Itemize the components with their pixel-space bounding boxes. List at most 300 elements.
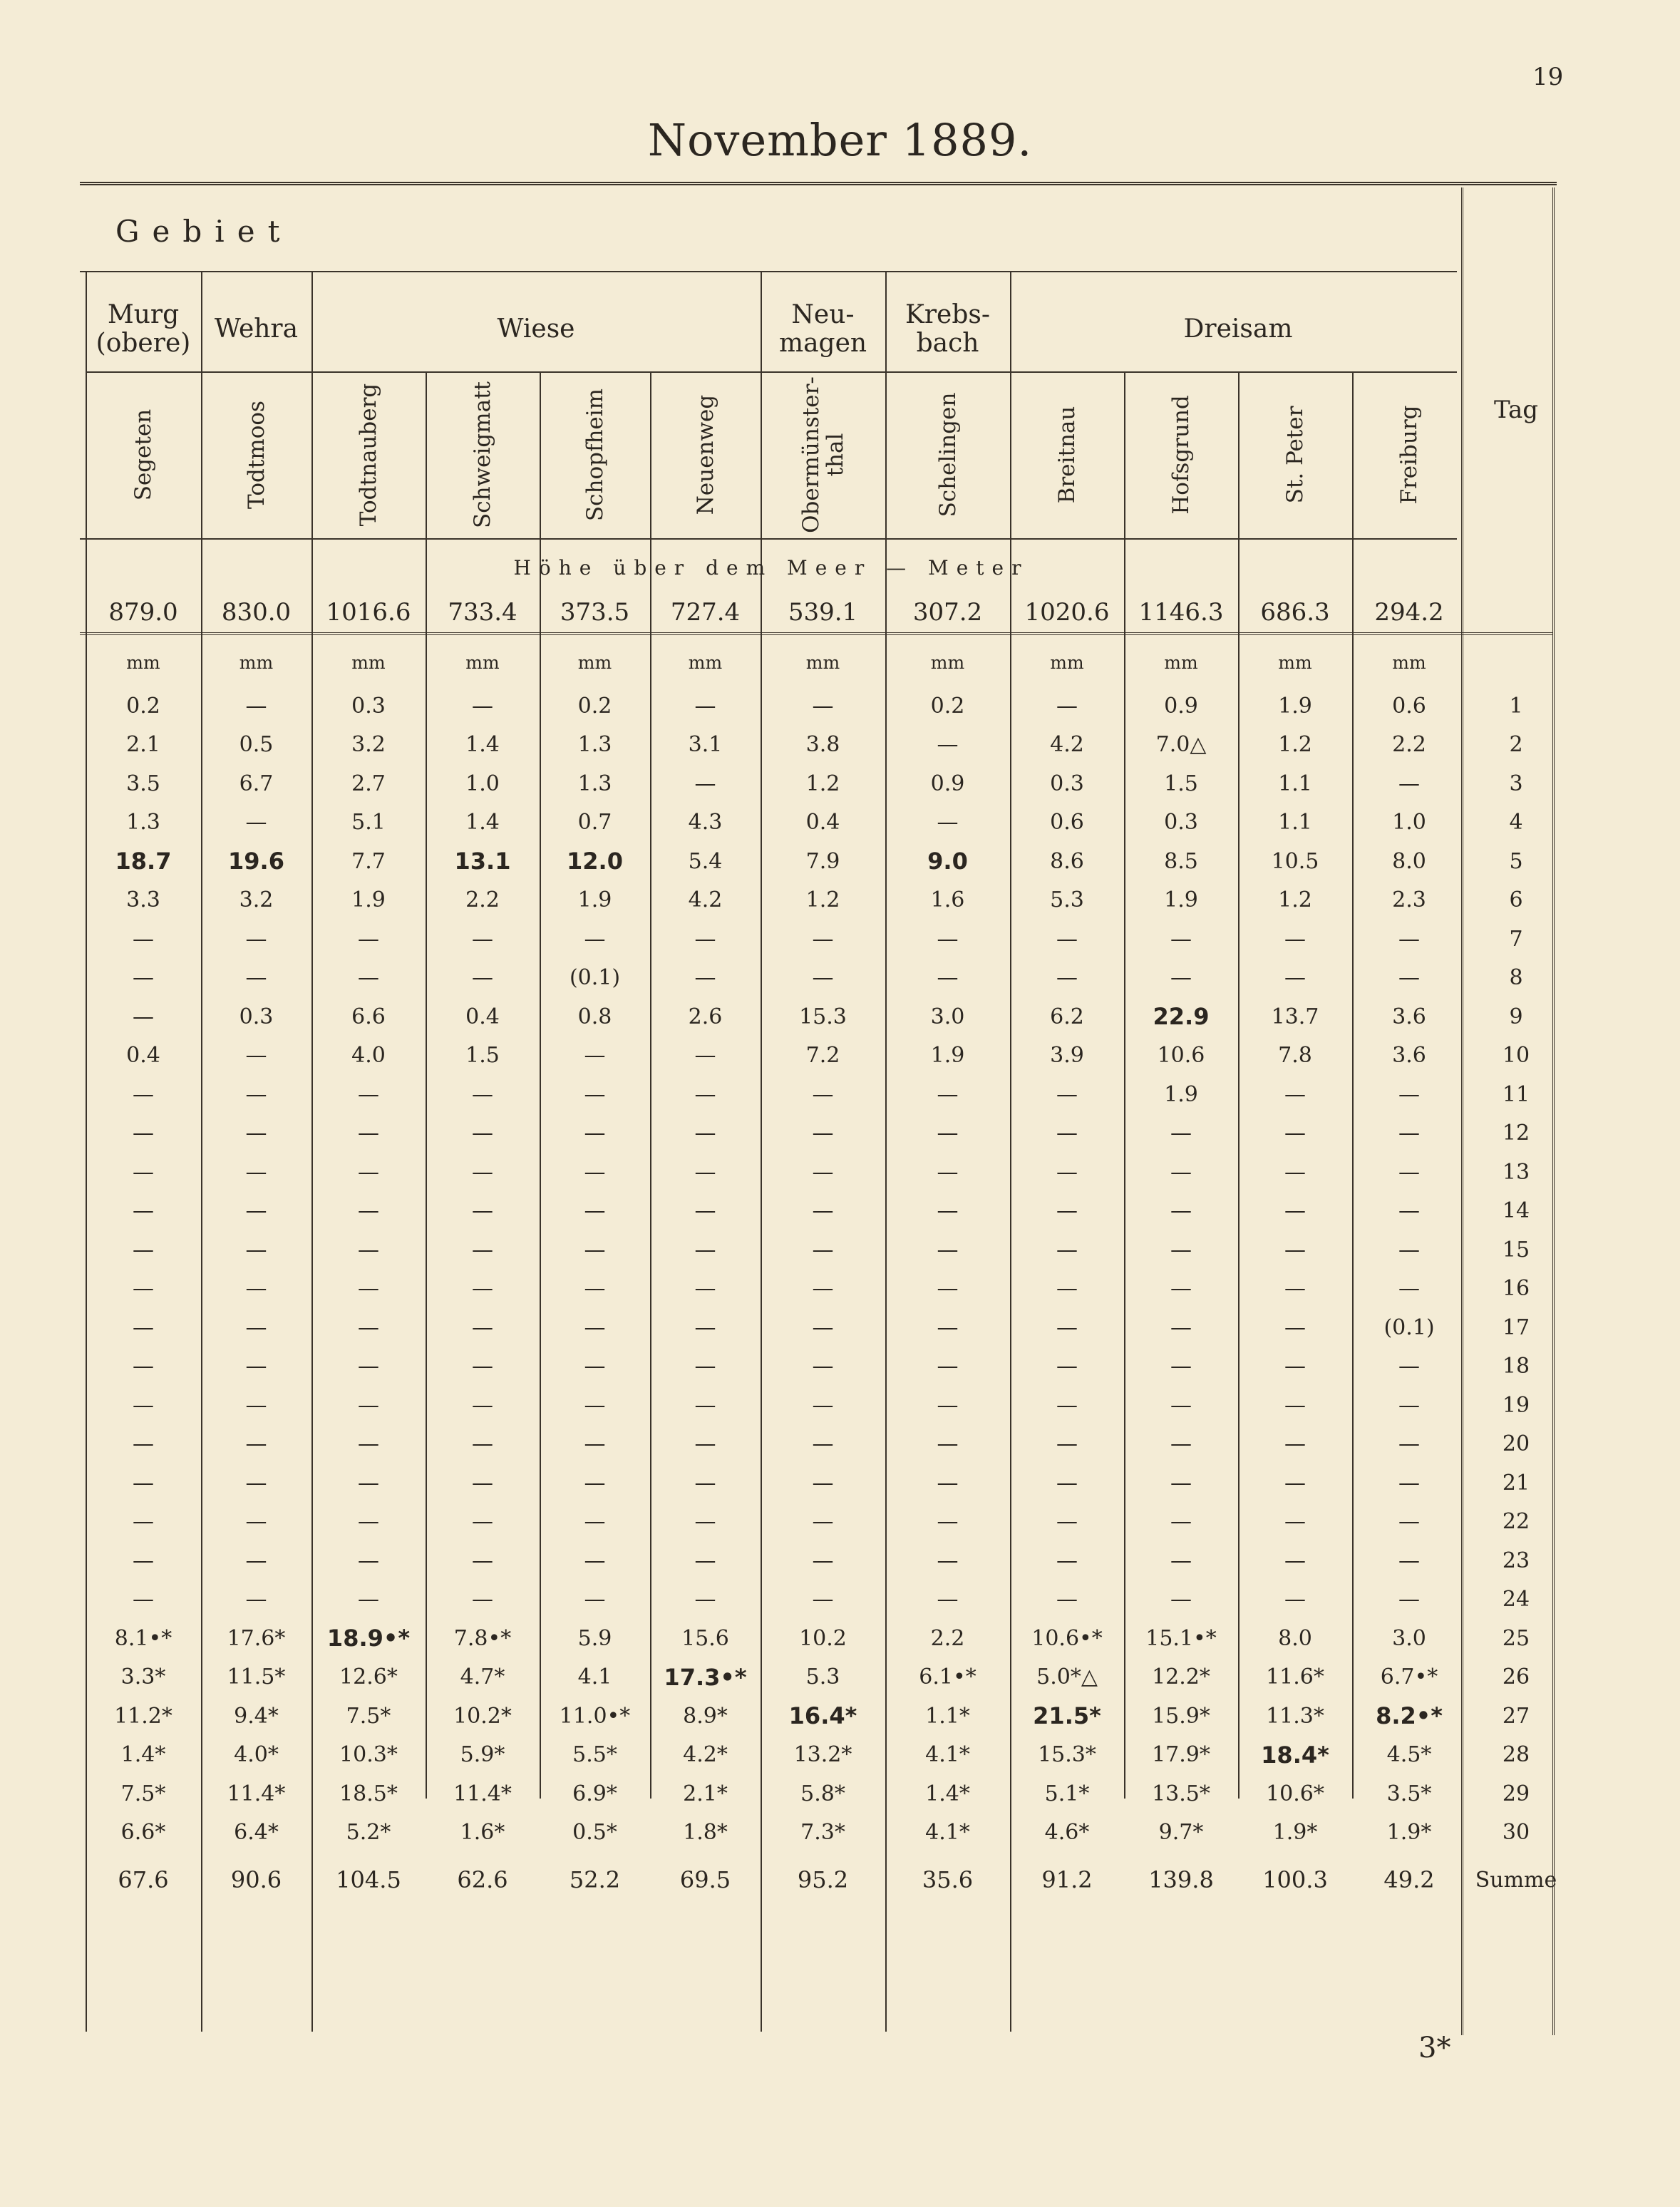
table-cell: — [245,1081,267,1107]
table-cell: 4.6* [1044,1820,1090,1845]
table-cell: 1.3 [577,771,612,796]
table-cell: 4.0 [351,1043,386,1068]
table-cell: — [937,1470,959,1496]
table-cell: 3.6 [1392,1043,1426,1068]
table-cell: 1.2 [805,888,840,912]
table-cell: 6.2 [1050,1004,1084,1029]
table-cell: — [1398,1198,1420,1223]
day-number: 12 [1502,1121,1530,1146]
table-cell: — [812,1198,834,1223]
table-cell: 15.6 [681,1625,729,1651]
table-cell: 0.9 [1164,693,1198,719]
table-cell: — [694,965,716,990]
table-cell: 3.9 [1050,1043,1084,1068]
table-cell: 1.4* [925,1781,970,1806]
sum-value: 95.2 [797,1866,849,1893]
table-cell: — [694,926,716,952]
table-cell: 0.4 [126,1043,160,1068]
table-cell: — [584,1237,606,1262]
table-cell: — [245,810,267,835]
table-cell: 6.7•* [1380,1665,1438,1689]
table-cell: — [694,1276,716,1301]
table-cell: — [1398,1159,1420,1185]
table-cell: — [133,1004,154,1029]
table-cell: — [1284,1548,1306,1573]
table-cell: — [358,1470,379,1496]
table-cell: 1.2 [805,771,840,796]
day-number: 2 [1509,732,1523,757]
station-name: Obermünster- thal [798,376,848,533]
table-cell: 1.4* [120,1742,166,1767]
table-cell: — [812,693,834,719]
table-cell: — [1170,1315,1192,1340]
table-cell: (0.1) [569,965,621,990]
table-cell: — [472,693,493,719]
table-cell: 7.8 [1278,1043,1312,1068]
table-cell: — [694,1121,716,1146]
table-cell: 1.4 [465,732,500,757]
table-cell: — [937,810,959,835]
table-cell: 3.2 [239,888,274,912]
table-cell: — [133,926,154,952]
table-cell: — [245,965,267,990]
table-cell: — [1284,1081,1306,1107]
table-cell: 11.5* [227,1665,286,1689]
table-cell: — [694,1081,716,1107]
table-cell: — [937,1081,959,1107]
table-cell: — [245,1237,267,1262]
table-cell: 3.8 [805,732,840,757]
table-cell: 11.4* [227,1781,286,1806]
table-cell: — [694,1509,716,1534]
table-cell: 1.5 [1164,771,1198,796]
sum-value: 139.8 [1148,1866,1214,1893]
table-cell: — [245,1509,267,1534]
table-cell: — [1056,1276,1078,1301]
table-cell: — [1170,1509,1192,1534]
table-cell: 4.0* [234,1742,279,1767]
gebiet-label: Gebiet [115,214,293,249]
table-cell: — [133,965,154,990]
table-cell: 0.6 [1392,693,1426,719]
table-cell: 0.9 [930,771,965,796]
table-cell: — [245,1587,267,1612]
table-cell: — [584,1159,606,1185]
table-cell: 3.3 [126,888,160,912]
station-name: Freiburg [1396,405,1422,505]
table-cell: 6.6* [120,1820,166,1845]
table-cell: — [472,1121,493,1146]
elevation-value: 307.2 [912,598,983,627]
table-cell: 2.6 [688,1004,723,1029]
station-header [1238,373,1352,537]
page-number: 19 [1532,63,1564,91]
table-cell: — [358,1509,379,1534]
sum-value: 52.2 [569,1866,621,1893]
table-cell: — [584,1081,606,1107]
table-cell: 11.2* [114,1703,172,1729]
unit-label: mm [126,652,160,673]
table-cell: — [1170,1354,1192,1379]
table-cell: 5.9* [460,1742,505,1767]
unit-label: mm [465,652,500,673]
table-cell: 4.1 [577,1665,612,1689]
table-cell: 15.3* [1038,1742,1096,1767]
table-cell: — [133,1509,154,1534]
unit-label: mm [239,652,274,673]
day-number: 6 [1509,888,1523,912]
table-cell: — [694,1587,716,1612]
table-cell: 1.5 [465,1043,500,1068]
table-cell: — [694,693,716,719]
elevation-value: 727.4 [670,598,741,627]
table-cell: — [1284,965,1306,990]
table-cell: — [1284,1392,1306,1418]
table-cell: — [1398,1237,1420,1262]
table-cell: — [812,1509,834,1534]
table-cell: — [1170,1237,1192,1262]
table-cell: 11.0•* [559,1703,631,1729]
table-cell: 1.2 [1278,888,1312,912]
table-cell: — [1170,1392,1192,1418]
table-cell: — [584,1315,606,1340]
day-number: 8 [1509,965,1523,990]
table-cell: 5.3 [1050,888,1084,912]
table-cell: — [1056,1509,1078,1534]
table-cell: 4.5* [1386,1742,1432,1767]
table-cell: 0.2 [577,693,612,719]
table-cell: — [1398,1081,1420,1107]
station-header [761,373,885,537]
table-cell: — [812,1392,834,1418]
table-cell: — [1056,1548,1078,1573]
table-cell: — [133,1198,154,1223]
table-cell: 6.7 [239,771,274,796]
sum-value: 35.6 [922,1866,974,1893]
table-cell: 1.9 [351,888,386,912]
table-cell: 10.6 [1157,1043,1205,1068]
table-cell: — [245,1548,267,1573]
table-cell: 4.2 [688,888,723,912]
day-number: 15 [1502,1237,1530,1262]
day-number: 18 [1502,1354,1530,1379]
sum-value: 49.2 [1383,1866,1435,1893]
table-cell: 7.0△ [1155,732,1207,757]
table-cell: — [1170,1470,1192,1496]
unit-label: mm [930,652,965,673]
table-cell: — [584,1043,606,1068]
table-cell: — [245,1159,267,1185]
table-cell: 12.2* [1152,1665,1210,1689]
table-cell: — [937,732,959,757]
table-cell: — [1398,965,1420,990]
station-name: Breitnau [1054,406,1080,504]
page-title: November 1889. [647,114,1033,166]
table-cell: 11.6* [1266,1665,1324,1689]
table-cell: — [358,1159,379,1185]
table-cell: — [1056,1237,1078,1262]
table-cell: — [1284,1276,1306,1301]
station-name: Neuenweg [692,394,718,515]
table-cell: — [133,1548,154,1573]
table-cell: 1.9 [1164,888,1198,912]
elevation-value: 686.3 [1260,598,1330,627]
table-cell: 5.0*△ [1036,1665,1098,1689]
table-cell: 7.5* [346,1703,391,1729]
table-cell: — [1170,1548,1192,1573]
table-cell: — [584,1198,606,1223]
table-cell: — [1170,1159,1192,1185]
table-cell: — [584,926,606,952]
table-cell: 4.2* [683,1742,728,1767]
table-cell: — [358,1431,379,1456]
table-cell: 5.5* [572,1742,617,1767]
unit-label: mm [351,652,386,673]
table-cell: — [358,1315,379,1340]
table-cell: — [812,1276,834,1301]
group-krebsbach: Krebs- bach [905,300,991,358]
table-cell: — [584,1354,606,1379]
day-number: 9 [1509,1004,1523,1029]
table-cell: 5.2* [346,1820,391,1845]
table-cell: 6.6 [351,1004,386,1029]
table-cell: 5.3 [805,1665,840,1689]
station-header [311,373,426,537]
station-name: St. Peter [1282,406,1308,504]
table-cell: — [937,1548,959,1573]
table-cell: — [584,1509,606,1534]
table-cell: — [133,1081,154,1107]
table-cell: — [245,1121,267,1146]
station-header [1124,373,1238,537]
table-cell: 4.1* [925,1820,970,1845]
table-cell: 13.2* [793,1742,852,1767]
day-number: 20 [1502,1431,1530,1456]
table-cell: — [133,1121,154,1146]
table-cell: — [694,1198,716,1223]
table-cell: 17.6* [227,1625,286,1651]
table-cell: — [358,1081,379,1107]
table-cell: — [937,1431,959,1456]
table-cell: 1.0 [1392,810,1426,835]
footer-mark: 3* [1418,2032,1451,2064]
table-cell: 9.7* [1158,1820,1204,1845]
table-cell: 10.6•* [1031,1625,1103,1651]
table-cell: 15.3 [799,1004,847,1029]
elevation-caption: Höhe über dem Meer — Meter [513,556,1029,580]
table-cell: — [1398,926,1420,952]
table-cell: — [1056,693,1078,719]
table-cell: — [937,965,959,990]
group-wehra: Wehra [214,314,299,344]
station-header [426,373,540,537]
table-cell: 5.1 [351,810,386,835]
table-cell: 0.4 [805,810,840,835]
table-cell: — [694,771,716,796]
table-cell: 1.8* [683,1820,728,1845]
table-cell: — [245,1470,267,1496]
table-cell: — [472,1081,493,1107]
table-cell: 13.5* [1152,1781,1210,1806]
table-cell: 3.2 [351,732,386,757]
table-cell: — [472,1431,493,1456]
table-cell: — [812,1548,834,1573]
table-cell: 1.3 [126,810,160,835]
table-cell: — [472,1470,493,1496]
table-cell: — [133,1431,154,1456]
table-cell: 0.3 [1164,810,1198,835]
table-cell: 6.1•* [919,1665,976,1689]
table-cell: 18.9•* [326,1625,411,1652]
table-cell: — [358,1548,379,1573]
table-cell: — [1398,1587,1420,1612]
table-cell: 13.7 [1271,1004,1319,1029]
table-cell: 4.3 [688,810,723,835]
table-cell: — [694,1354,716,1379]
table-cell: — [245,1431,267,1456]
table-cell: — [1398,771,1420,796]
station-name: Schweigmatt [470,381,495,528]
table-cell: — [1170,1431,1192,1456]
table-cell: — [812,1587,834,1612]
table-cell: 18.7 [115,848,172,875]
table-cell: — [937,1121,959,1146]
table-cell: 8.0 [1392,848,1426,874]
table-cell: — [1056,1198,1078,1223]
table-cell: — [245,1315,267,1340]
day-number: 10 [1502,1043,1530,1068]
table-cell: — [812,1315,834,1340]
table-cell: — [694,1043,716,1068]
table-cell: 12.6* [339,1665,398,1689]
unit-label: mm [577,652,612,673]
day-number: 3 [1509,771,1523,796]
table-cell: 1.6* [460,1820,505,1845]
group-neumagen: Neu- magen [778,300,867,358]
sum-label: Summe [1475,1867,1557,1893]
table-cell: 10.2* [453,1703,512,1729]
table-cell: 7.9 [805,848,840,874]
table-cell: 7.5* [120,1781,166,1806]
table-cell: 2.2 [465,888,500,912]
table-cell: 22.9 [1153,1003,1210,1030]
table-cell: — [133,1237,154,1262]
station-header [1010,373,1124,537]
table-cell: 17.3•* [664,1663,747,1691]
day-number: 1 [1509,693,1523,719]
sum-value: 69.5 [679,1866,731,1893]
station-header [540,373,650,537]
table-cell: — [245,1276,267,1301]
table-cell: 8.0 [1278,1625,1312,1651]
table-cell: 9.4* [234,1703,279,1729]
day-number: 22 [1502,1509,1530,1534]
table-cell: — [937,1354,959,1379]
table-cell: — [472,926,493,952]
elevation-value: 733.4 [448,598,517,627]
day-number: 5 [1509,848,1523,874]
table-cell: 0.6 [1050,810,1084,835]
table-cell: — [1284,1470,1306,1496]
table-cell: 1.9 [1278,693,1312,719]
table-cell: — [1398,1392,1420,1418]
table-cell: 5.1* [1044,1781,1090,1806]
day-number: 29 [1502,1781,1530,1806]
table-cell: — [358,926,379,952]
station-header [1352,373,1466,537]
table-cell: — [584,1548,606,1573]
station-name: Segeten [130,408,156,501]
table-cell: — [1170,926,1192,952]
day-number: 19 [1502,1392,1530,1418]
table-cell: 16.4* [788,1702,857,1729]
table-cell: — [937,1392,959,1418]
table-cell: — [937,1198,959,1223]
table-cell: 7.8•* [453,1625,512,1651]
table-cell: 7.3* [800,1820,845,1845]
table-cell: — [694,1548,716,1573]
table-top-rule [80,182,1557,185]
table-cell: — [584,1431,606,1456]
table-cell: — [245,1354,267,1379]
table-cell: 3.5* [1386,1781,1432,1806]
table-cell: — [1284,1159,1306,1185]
table-cell: — [584,1587,606,1612]
table-cell: 1.2 [1278,732,1312,757]
table-cell: 2.1* [683,1781,728,1806]
table-cell: 5.4 [688,848,723,874]
table-cell: 18.5* [339,1781,398,1806]
table-cell: — [1284,1354,1306,1379]
elevation-value: 294.2 [1374,598,1444,627]
elevation-value: 1016.6 [326,598,411,627]
table-cell: — [1056,1470,1078,1496]
unit-label: mm [1164,652,1198,673]
day-number: 21 [1502,1470,1530,1496]
table-cell: 3.0 [930,1004,965,1029]
table-cell: 7.2 [805,1043,840,1068]
table-cell: — [1398,1548,1420,1573]
table-cell: 15.1•* [1145,1625,1217,1651]
table-cell: — [133,1159,154,1185]
day-number: 25 [1502,1625,1530,1651]
elevation-value: 1146.3 [1138,598,1224,627]
table-cell: — [584,1276,606,1301]
day-number: 7 [1509,926,1523,952]
table-cell: 3.3* [120,1665,166,1689]
table-cell: 0.3 [351,693,386,719]
day-number: 26 [1502,1665,1530,1689]
table-cell: — [245,1198,267,1223]
table-cell: — [1056,1315,1078,1340]
day-number: 16 [1502,1276,1530,1301]
day-number: 11 [1502,1081,1530,1107]
table-cell: — [694,1392,716,1418]
table-cell: 6.9* [572,1781,617,1806]
table-cell: — [1170,1587,1192,1612]
table-cell: — [133,1470,154,1496]
day-number: 17 [1502,1315,1530,1340]
table-cell: 19.6 [228,848,284,875]
table-cell: 1.1 [1278,771,1312,796]
table-cell: 6.4* [234,1820,279,1845]
table-cell: — [1284,926,1306,952]
table-cell: — [1170,965,1192,990]
table-cell: 11.4* [453,1781,512,1806]
unit-label: mm [805,652,840,673]
table-cell: 2.7 [351,771,386,796]
table-cell: 1.1* [925,1703,970,1729]
